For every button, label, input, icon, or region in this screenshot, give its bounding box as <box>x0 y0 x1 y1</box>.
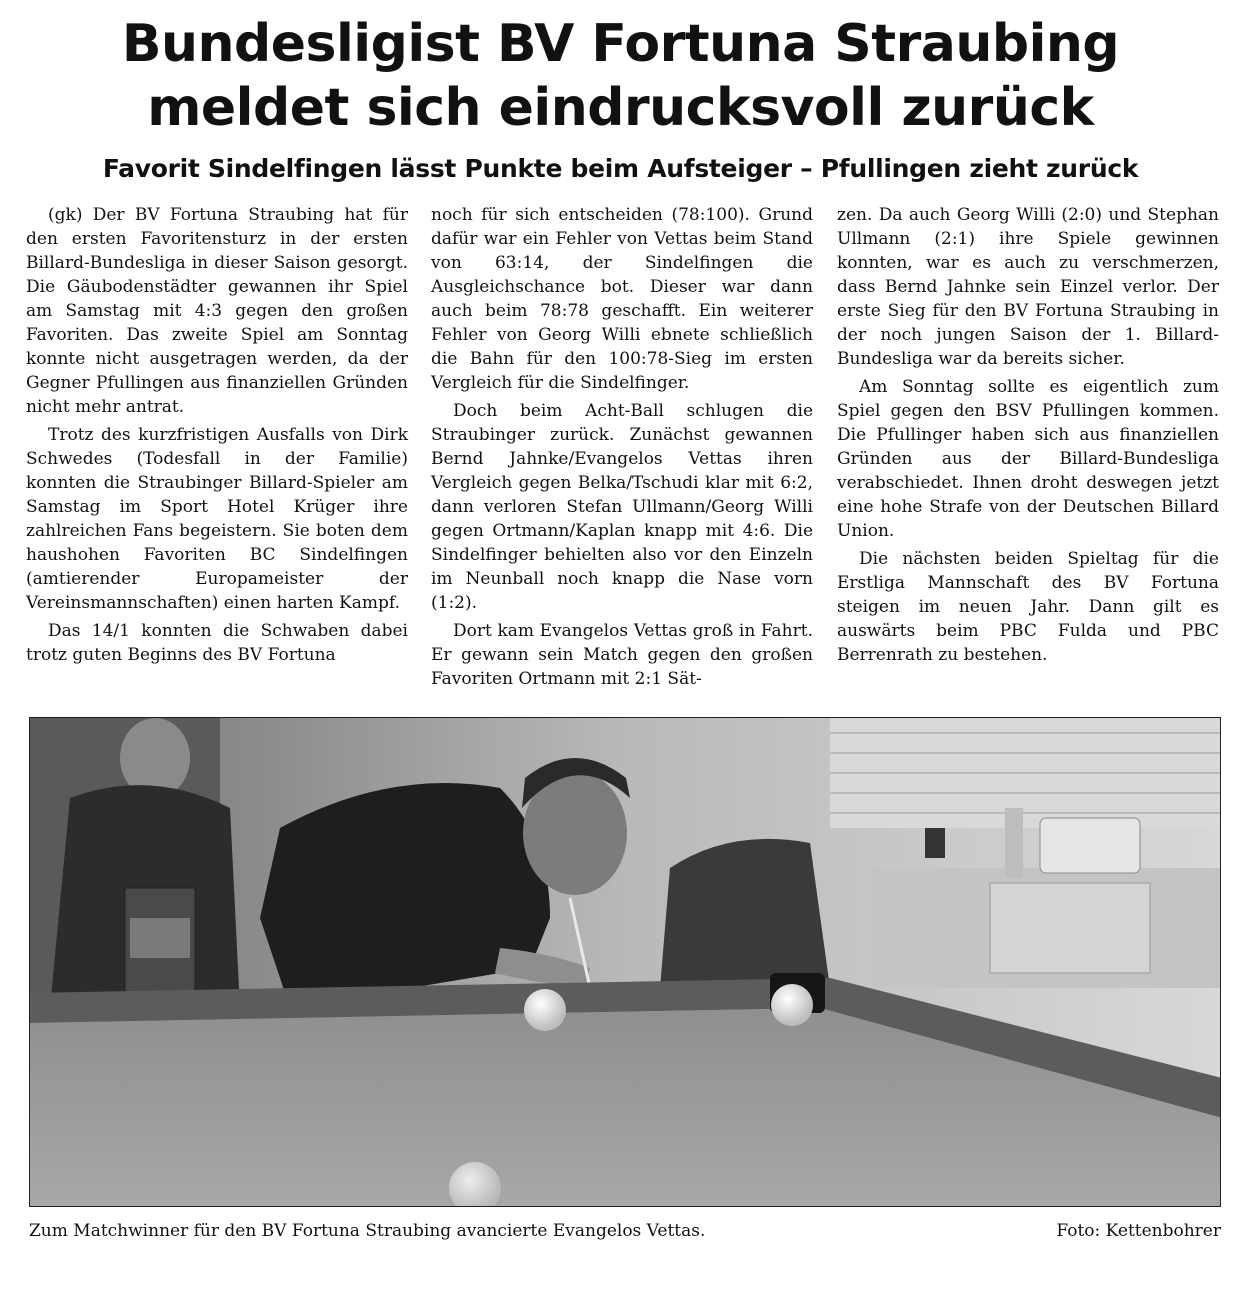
paragraph: Doch beim Acht-Ball schlugen die Straubinger zurück. Zunächst gewannen Bernd Jahnke/Evangelos Vettas ihren Vergleich gegen Belka/Tschudi klar mit 6:2, dann verloren Stefan Ullmann/Georg Willi gegen Ortmann/Kaplan knapp mit 4:6. Die Sindelfinger behielten also vor den Einzeln im Neunball noch knapp die Nase vorn (1:2). <box>431 401 813 613</box>
paragraph: Dort kam Evangelos Vettas groß in Fahrt. Er gewann sein Match gegen den großen Favoriten Ortmann mit 2:1 Sät- <box>431 621 813 689</box>
photo-caption: Zum Matchwinner für den BV Fortuna Straubing avancierte Evangelos Vettas. <box>29 1221 706 1241</box>
paragraph: zen. Da auch Georg Willi (2:0) und Stephan Ullmann (2:1) ihre Spiele gewinnen konnten, war es auch zu verschmerzen, dass Bernd Jahnke sein Einzel verlor. Der erste Sieg für den BV Fortuna Straubing in der noch jungen Saison der 1. Billard-Bundesliga war da bereits sicher. <box>837 205 1219 369</box>
billiard-photo-image <box>30 718 1221 1207</box>
paragraph: Die nächsten beiden Spieltag für die Erstliga Mannschaft des BV Fortuna steigen im neuen Jahr. Dann gilt es auswärts beim PBC Fulda und PBC Berrenrath zu bestehen. <box>837 549 1219 665</box>
paragraph: Trotz des kurzfristigen Ausfalls von Dirk Schwedes (Todesfall in der Familie) konnten die Straubinger Billard-Spieler am Samstag im Sport Hotel Krüger ihre zahlreichen Fans begeistern. Sie boten dem haushohen Favoriten BC Sindelfingen (amtierender Europameister der Vereinsmannschaften) einen harten Kampf. <box>26 425 408 613</box>
paragraph: Am Sonntag sollte es eigentlich zum Spiel gegen den BSV Pfullingen kommen. Die Pfullinger haben sich aus finanziellen Gründen aus der Billard-Bundesliga verabschiedet. Ihnen droht deswegen jetzt eine hohe Strafe von der Deutschen Billard Union. <box>837 377 1219 541</box>
paragraph: Das 14/1 konnten die Schwaben dabei trotz guten Beginns des BV Fortuna <box>26 621 408 665</box>
billiard-photo <box>29 717 1221 1207</box>
subheadline: Favorit Sindelfingen lässt Punkte beim Aufsteiger – Pfullingen zieht zurück <box>102 154 1139 183</box>
article-column-3 <box>837 203 1219 671</box>
photo-credit: Foto: Kettenbohrer <box>1056 1221 1221 1241</box>
headline-line-2: meldet sich eindrucksvoll zurück <box>147 78 1094 138</box>
paragraph: (gk) Der BV Fortuna Straubing hat für den ersten Favoritensturz in der ersten Billard-Bundesliga in dieser Saison gesorgt. Die Gäubodenstädter gewannen ihr Spiel am Samstag mit 4:3 gegen den großen Favoriten. Das zweite Spiel am Sonntag konnte nicht ausgetragen werden, da der Gegner Pfullingen aus finanziellen Gründen nicht mehr antrat. <box>26 205 408 417</box>
article-column-2 <box>431 203 813 695</box>
headline-line-1: Bundesligist BV Fortuna Straubing <box>121 14 1120 74</box>
article-column-1 <box>26 203 408 671</box>
paragraph: noch für sich entscheiden (78:100). Grund dafür war ein Fehler von Vettas beim Stand von 63:14, der Sindelfingen die Ausgleichschance bot. Dieser war dann auch beim 78:78 geschafft. Ein weiterer Fehler von Georg Willi ebnete schließlich die Bahn für den 100:78-Sieg im ersten Vergleich für die Sindelfinger. <box>431 205 813 393</box>
headline <box>0 12 1241 140</box>
